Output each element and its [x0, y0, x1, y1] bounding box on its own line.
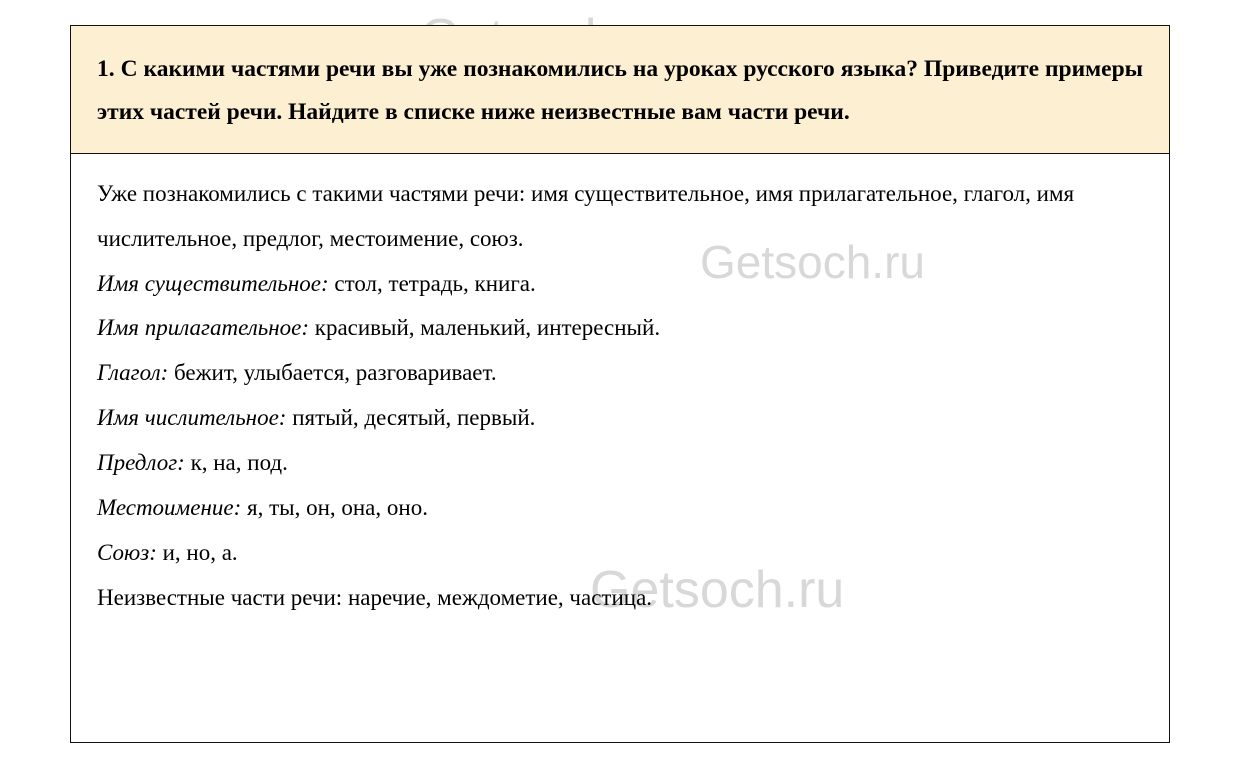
- task-paragraph: [97, 48, 1143, 135]
- task-statement: С какими частями речи вы уже познакомились на уроках русского языка? Приведите примеры этих частей речи. Найдите в списке ниже неизвестные вам части речи.: [97, 56, 1143, 126]
- answer-item-examples: красивый, маленький, интересный.: [314, 315, 661, 341]
- answer-item: [97, 306, 1143, 351]
- answer-item-examples: и, но, а.: [162, 539, 238, 565]
- answer-item-examples: к, на, под.: [190, 450, 288, 475]
- task-number: 1.: [97, 56, 115, 82]
- answer-conclusion: Неизвестные части речи: наречие, междометие, частица.: [97, 584, 653, 610]
- answer-intro: Уже познакомились с такими частями речи: имя существительное, имя прилагательное, глагол, имя числительное, предлог, местоимение, союз.: [97, 180, 1075, 251]
- answer-item-term: Предлог:: [97, 450, 185, 475]
- watermark-bottom: Getsoch.ru: [590, 561, 845, 619]
- answer-item: [97, 396, 1143, 441]
- answer-block: [71, 154, 1169, 630]
- answer-item: [97, 486, 1143, 531]
- answer-item-term: Глагол:: [97, 360, 169, 386]
- exercise-sheet: [70, 25, 1170, 743]
- answer-item-term: Местоимение:: [97, 494, 242, 520]
- task-block: [71, 26, 1169, 154]
- watermark-middle: Getsoch.ru: [700, 236, 925, 288]
- answer-item: [97, 351, 1143, 396]
- answer-item-examples: бежит, улыбается, разговаривает.: [174, 360, 497, 386]
- answer-item: [97, 262, 1143, 307]
- answer-item-term: Союз:: [97, 539, 157, 565]
- answer-item-term: Имя прилагательное:: [97, 315, 310, 341]
- answer-item-term: Имя существительное:: [97, 270, 329, 296]
- answer-item-examples: я, ты, он, она, оно.: [246, 494, 428, 520]
- answer-item-examples: стол, тетрадь, книга.: [334, 270, 536, 296]
- answer-item-term: Имя числительное:: [97, 405, 287, 431]
- answer-item: [97, 531, 1143, 576]
- answer-item-examples: пятый, десятый, первый.: [292, 405, 536, 431]
- answer-item: [97, 441, 1143, 486]
